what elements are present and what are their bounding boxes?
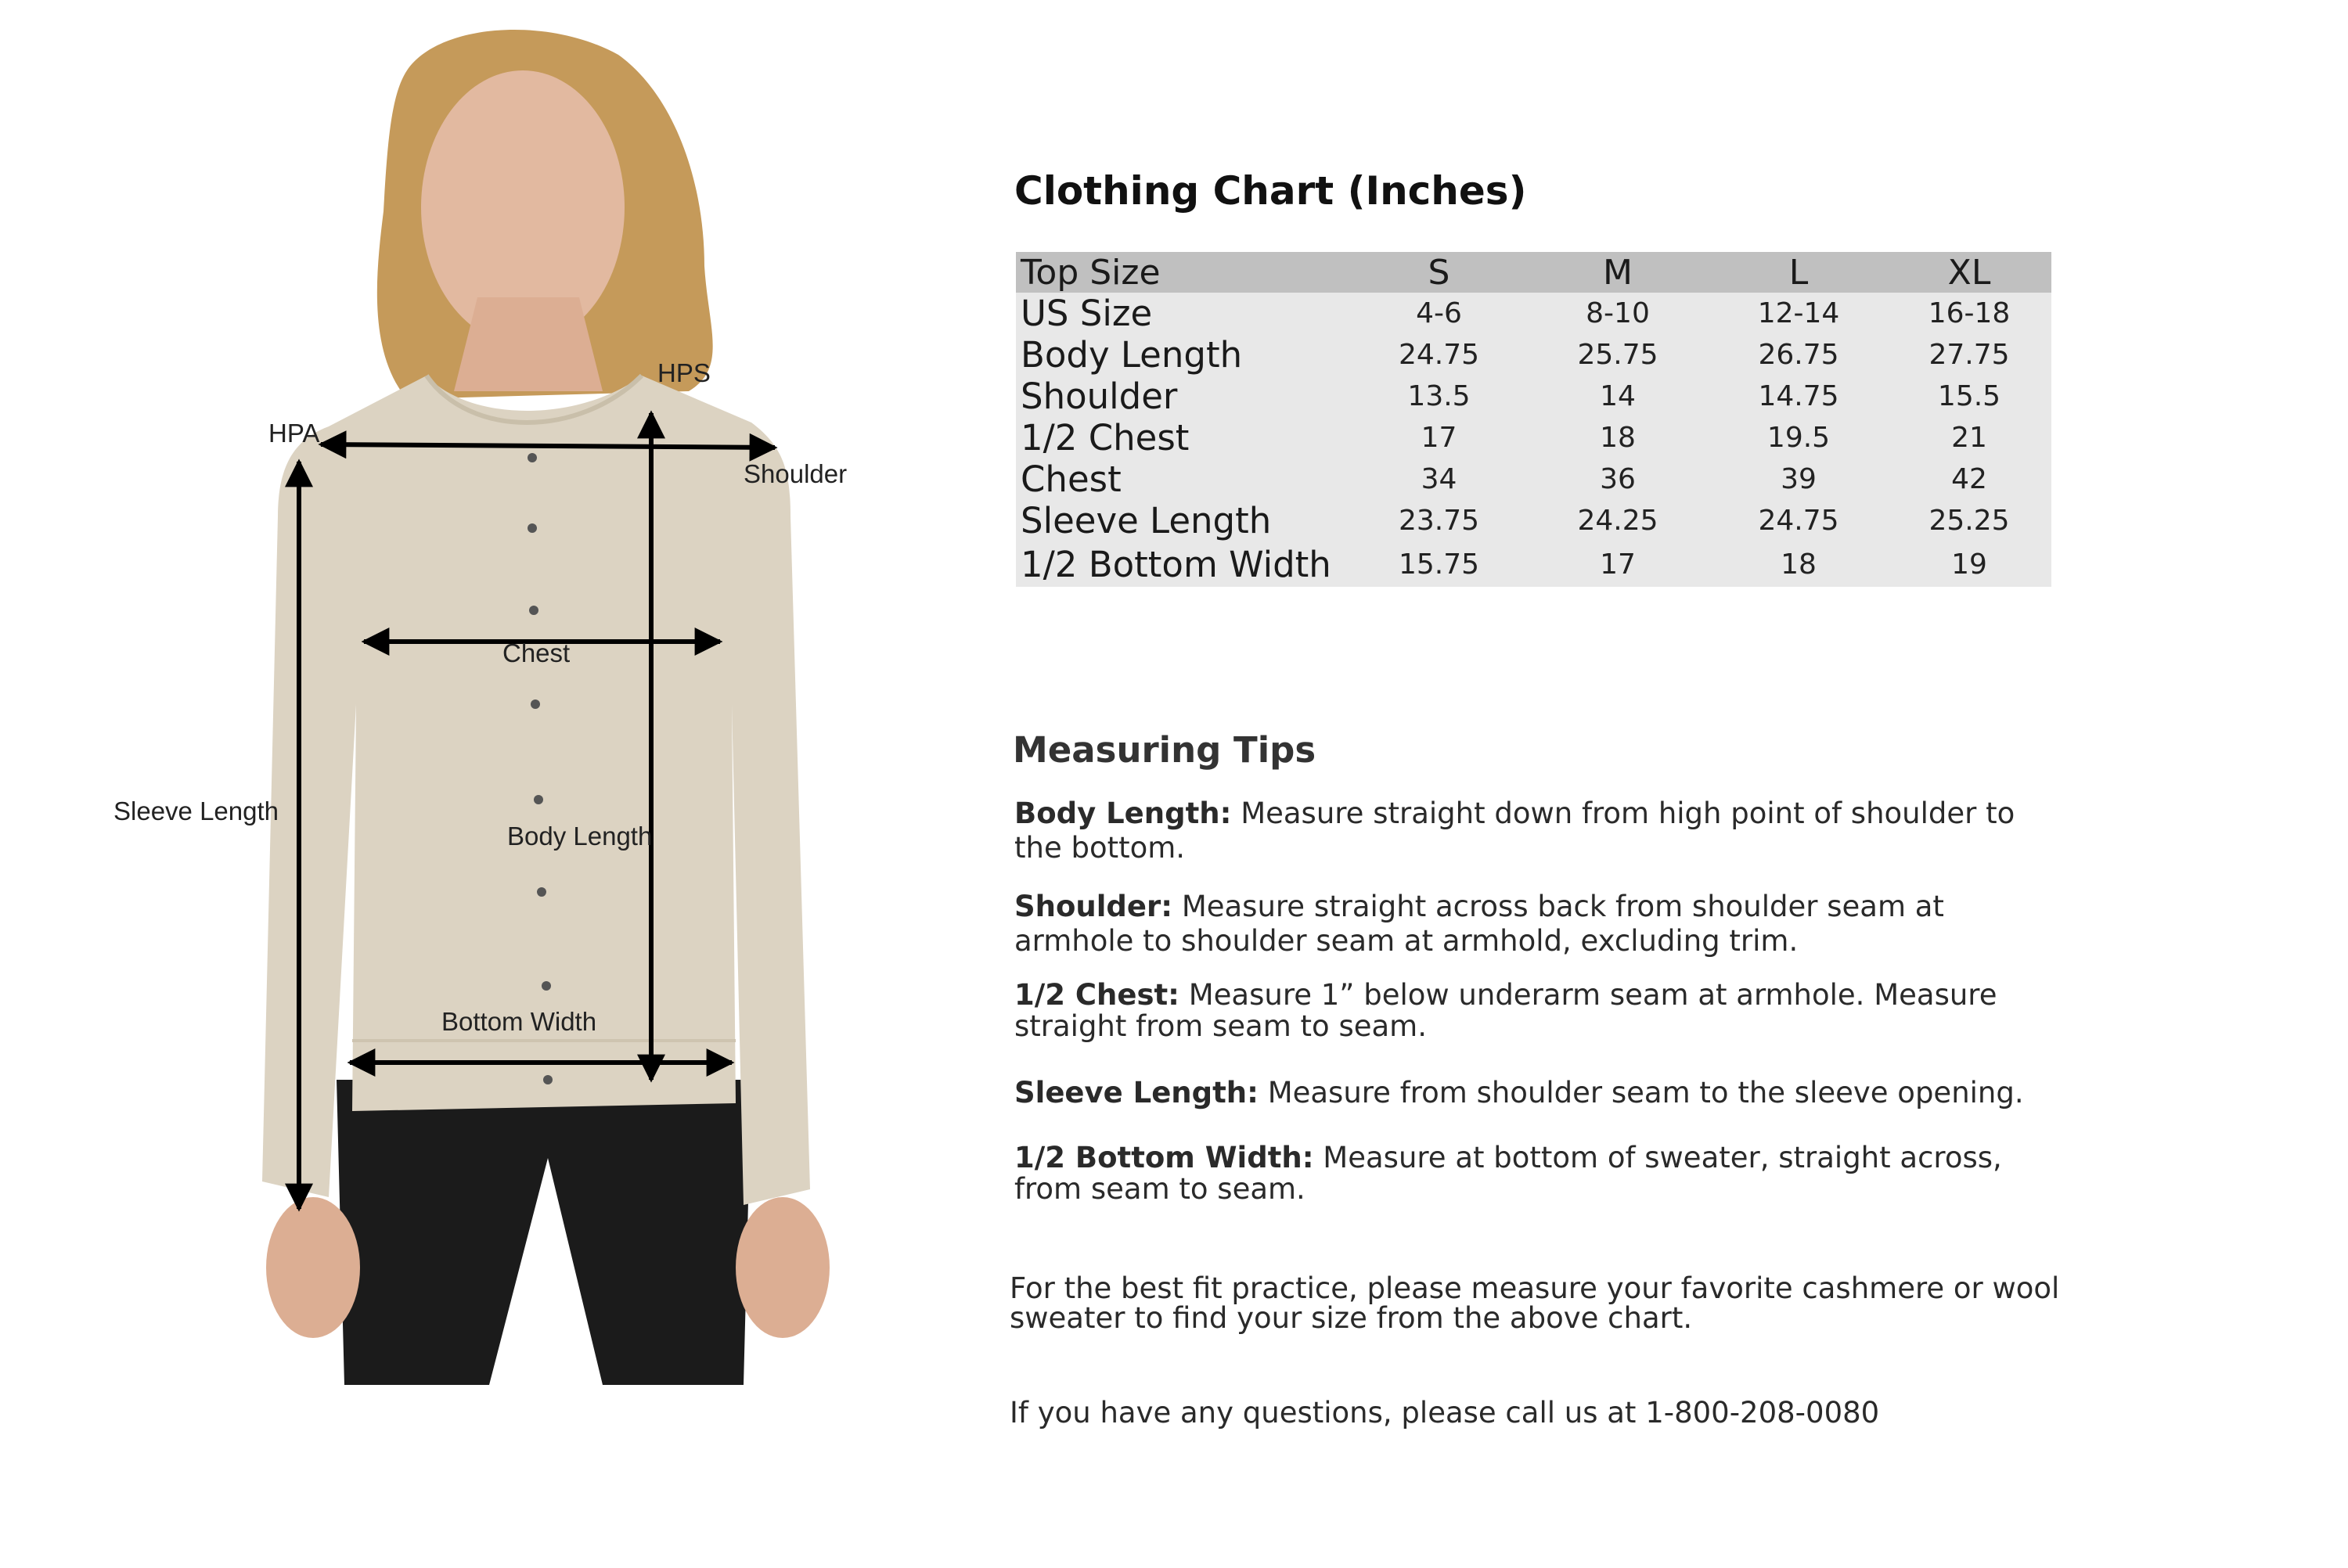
table-cell: 26.75 xyxy=(1758,339,1839,371)
header-cell: Top Size xyxy=(1016,252,1352,293)
table-cell: 14.75 xyxy=(1758,380,1839,412)
tip-body-length xyxy=(1014,797,2055,865)
table-row xyxy=(1016,334,2051,376)
header-cell: M xyxy=(1525,252,1710,293)
table-cell: 18 xyxy=(1600,422,1636,454)
neck xyxy=(454,297,603,391)
header-cell: S xyxy=(1352,252,1525,293)
left-hand xyxy=(266,1197,360,1338)
table-cell: 15.5 xyxy=(1937,380,2001,412)
tip-text: Measure at bottom of sweater, straight across, from seam to seam. xyxy=(1014,1141,2002,1206)
table-cell: 12-14 xyxy=(1757,297,1840,329)
table-row xyxy=(1016,293,2051,334)
table-cell: 39 xyxy=(1781,463,1817,495)
tip-term: Body Length: xyxy=(1014,797,1232,830)
table-row xyxy=(1016,541,2051,587)
table-row xyxy=(1016,417,2051,459)
tip-term: 1/2 Chest: xyxy=(1014,978,1179,1012)
shoulder-arrow xyxy=(321,444,775,448)
table-cell: 18 xyxy=(1781,548,1817,581)
tip-term: 1/2 Bottom Width: xyxy=(1014,1141,1314,1174)
table-cell: 13.5 xyxy=(1407,380,1471,412)
tip-term: Sleeve Length: xyxy=(1014,1076,1259,1109)
table-cell: 21 xyxy=(1951,422,1987,454)
tips-heading: Measuring Tips xyxy=(1013,729,1316,771)
table-cell: 34 xyxy=(1421,463,1457,495)
tip-text: Measure straight down from high point of shoulder to the bottom. xyxy=(1014,797,2015,865)
table-cell: 17 xyxy=(1421,422,1457,454)
table-cell: 24.75 xyxy=(1398,339,1480,371)
table-row xyxy=(1016,459,2051,500)
table-cell: 27.75 xyxy=(1928,339,2010,371)
table-cell: 17 xyxy=(1600,548,1636,581)
table-row xyxy=(1016,376,2051,417)
tip-text: Measure straight across back from shoulder seam at armhole to shoulder seam at armhold, excluding trim. xyxy=(1014,890,1944,958)
table-cell: 14 xyxy=(1600,380,1636,412)
table-cell: 36 xyxy=(1600,463,1636,495)
bottom-width-label: Bottom Width xyxy=(441,1007,597,1036)
row-label: 1/2 Chest xyxy=(1021,417,1190,459)
table-cell: 25.75 xyxy=(1577,339,1658,371)
table-cell: 16-18 xyxy=(1928,297,2011,329)
table-cell: 8-10 xyxy=(1586,297,1650,329)
right-hand xyxy=(736,1197,830,1338)
tip-bottom-width xyxy=(1014,1142,2055,1205)
model-figure xyxy=(0,0,939,1565)
tip-half-chest xyxy=(1014,980,2055,1042)
contact-note: If you have any questions, please call us at 1-800-208-0080 xyxy=(1010,1396,1880,1430)
table-cell: 4-6 xyxy=(1416,297,1462,329)
tip-text: Measure from shoulder seam to the sleeve opening. xyxy=(1258,1076,2024,1109)
pants xyxy=(337,1080,751,1385)
hpa-label: HPA xyxy=(268,419,320,448)
header-cell: XL xyxy=(1887,252,2051,293)
tip-text: Measure 1” below underarm seam at armhole. Measure straight from seam to seam. xyxy=(1014,978,1997,1043)
table-cell: 25.25 xyxy=(1928,505,2010,537)
table-cell: 42 xyxy=(1951,463,1987,495)
size-chart-table xyxy=(1016,252,2051,587)
table-cell: 24.75 xyxy=(1758,505,1839,537)
table-cell: 23.75 xyxy=(1398,505,1480,537)
fit-note: For the best fit practice, please measure your favorite cashmere or wool sweater to find your size from the above chart. xyxy=(1010,1271,2060,1335)
table-row xyxy=(1016,500,2051,541)
chart-title: Clothing Chart (Inches) xyxy=(1014,168,1527,214)
tip-shoulder xyxy=(1014,890,2055,958)
row-label: Sleeve Length xyxy=(1021,500,1272,541)
shoulder-label: Shoulder xyxy=(744,459,848,488)
chest-label: Chest xyxy=(502,638,571,667)
table-cell: 19.5 xyxy=(1766,422,1831,454)
sweater-illustration xyxy=(0,0,939,1565)
row-label: US Size xyxy=(1021,293,1153,334)
body-length-label: Body Length xyxy=(507,822,653,851)
header-cell: L xyxy=(1710,252,1887,293)
tip-term: Shoulder: xyxy=(1014,890,1173,923)
table-header-row xyxy=(1016,252,2051,293)
row-label: 1/2 Bottom Width xyxy=(1021,543,1331,585)
hps-label: HPS xyxy=(657,358,711,387)
sleeve-length-label: Sleeve Length xyxy=(113,797,279,825)
table-cell: 24.25 xyxy=(1577,505,1658,537)
table-cell: 19 xyxy=(1951,548,1987,581)
tip-sleeve-length xyxy=(1014,1076,2055,1110)
row-label: Chest xyxy=(1021,459,1122,500)
row-label: Shoulder xyxy=(1021,376,1178,417)
table-cell: 15.75 xyxy=(1398,548,1480,581)
row-label: Body Length xyxy=(1021,334,1243,376)
